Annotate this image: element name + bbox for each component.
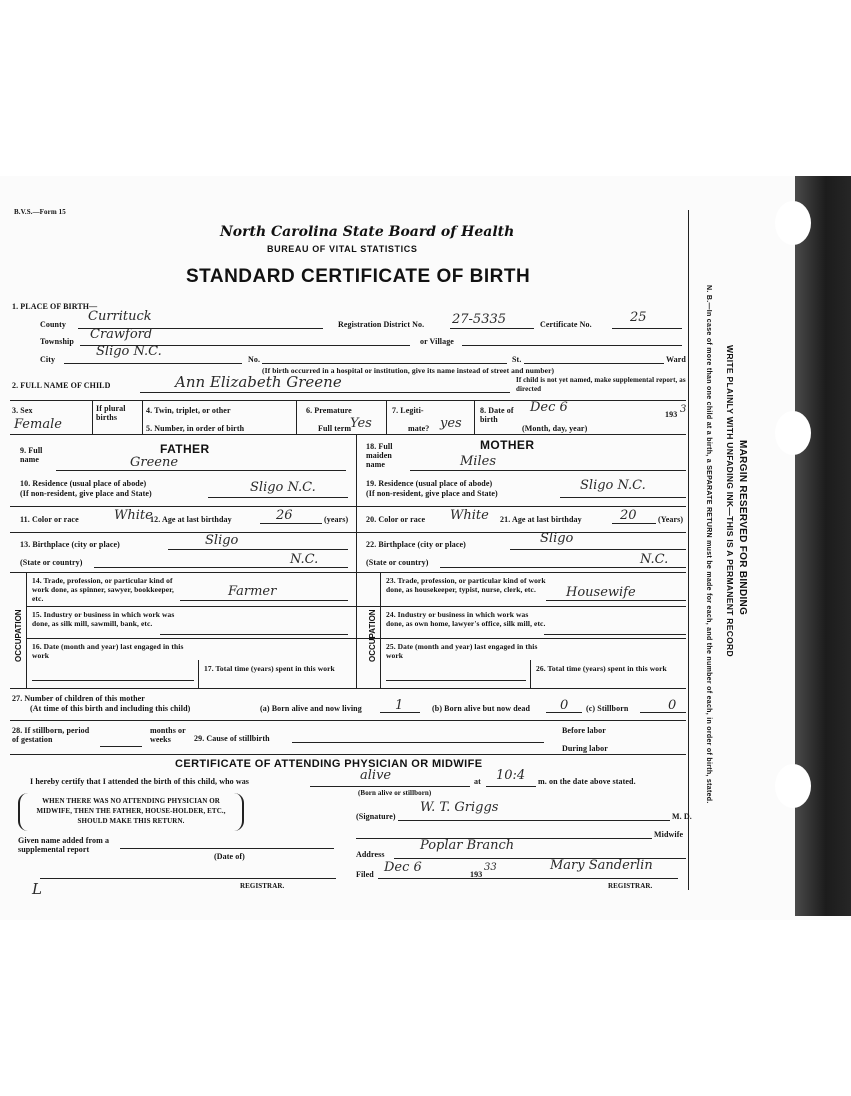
stillborn-value: 0 <box>668 698 677 713</box>
mother-name-label: 18. Full maiden name <box>366 442 393 469</box>
physician-signature: W. T. Griggs <box>420 800 499 815</box>
month-day-year-label: (Month, day, year) <box>522 424 588 433</box>
address-label: Address <box>356 850 385 859</box>
father-name-label: 9. Full name <box>20 446 43 464</box>
address-value: Poplar Branch <box>420 838 515 853</box>
during-labor-label: During labor <box>562 744 608 753</box>
place-of-birth-label: 1. PLACE OF BIRTH— <box>12 302 98 311</box>
dob-year-value: 3 <box>680 404 687 415</box>
punch-hole <box>775 764 811 808</box>
mother-state-label: (State or country) <box>366 558 429 567</box>
at-label: at <box>474 777 481 786</box>
mother-birthplace-label: 22. Birthplace (city or place) <box>366 540 466 549</box>
num-children-label: 27. Number of children of this mother <box>12 694 145 703</box>
filed-year-prefix: 193 <box>470 870 483 879</box>
child-name-value: Ann Elizabeth Greene <box>175 373 342 391</box>
father-heading: FATHER <box>160 442 210 456</box>
hospital-note: (If birth occurred in a hospital or institution, give its name instead of street and number) <box>262 366 555 375</box>
board-name: North Carolina State Board of Health <box>220 224 515 240</box>
signature-label: (Signature) <box>356 812 396 821</box>
not-named-note: If child is not yet named, make supplemental report, as directed <box>516 376 686 393</box>
father-age-value: 26 <box>276 508 293 523</box>
legitimate-value: yes <box>440 416 462 431</box>
township-label: Township <box>40 337 74 346</box>
father-birthplace-value: Sligo <box>205 533 239 548</box>
filed-year-value: 33 <box>484 862 497 873</box>
mother-residence-note: (If non-resident, give place and State) <box>366 489 498 498</box>
father-residence-note: (If non-resident, give place and State) <box>20 489 152 498</box>
number-order-label: 5. Number, in order of birth <box>146 424 245 433</box>
city-label: City <box>40 355 56 364</box>
form-id: B.V.S.—Form 15 <box>14 208 66 216</box>
given-name-label: Given name added from a supplemental report <box>18 836 110 854</box>
father-occupation-label: OCCUPATION <box>14 609 23 662</box>
midwife-label: Midwife <box>654 830 684 839</box>
father-residence-label: 10. Residence (usual place of abode) <box>20 479 147 488</box>
registrar-signature: Mary Sanderlin <box>550 858 653 873</box>
father-industry-label: 15. Industry or business in which work was done, as silk mill, sawmill, bank, etc. <box>32 610 175 628</box>
ward-label: Ward <box>666 355 686 364</box>
date-of-label: (Date of) <box>214 852 245 861</box>
father-age-label: 12. Age at last birthday <box>150 515 232 524</box>
premature-label: 6. Premature <box>306 406 352 415</box>
filed-label: Filed <box>356 870 374 879</box>
reg-district-value: 27-5335 <box>452 312 507 327</box>
mother-age-label: 21. Age at last birthday <box>500 515 582 524</box>
no-physician-note: WHEN THERE WAS NO ATTENDING PHYSICIAN OR MIDWIFE, THEN THE FATHER, HOUSE-HOLDER, ETC., SHOULD MAKE THIS RETURN. <box>36 797 226 825</box>
margin-note: MARGIN RESERVED FOR BINDING <box>737 440 748 616</box>
father-name-value: Greene <box>130 455 179 470</box>
born-dead-value: 0 <box>560 698 569 713</box>
father-trade-label: 14. Trade, profession, or particular kind of work done, as spinner, sawyer, bookkeeper, etc. <box>32 576 174 603</box>
or-village-label: or Village <box>420 337 454 346</box>
mother-name-value: Miles <box>460 454 496 469</box>
stillborn-label: (c) Stillborn <box>586 704 629 713</box>
born-dead-label: (b) Born alive but now dead <box>432 704 531 713</box>
legitimate-label: 7. Legiti- <box>392 406 424 415</box>
year-prefix: 193 <box>665 410 678 419</box>
if-plural-label: If plural births <box>96 404 126 422</box>
margin-sub: WRITE PLAINLY WITH UNFADING INK—THIS IS A PERMANENT RECORD <box>725 345 735 657</box>
if-stillborn-label: 28. If stillborn, period of gestation <box>12 726 90 744</box>
no-label: No. <box>248 355 261 364</box>
born-alive-or-label: (Born alive or stillborn) <box>358 789 432 797</box>
corner-mark: L <box>32 880 42 898</box>
alive-status-value: alive <box>360 768 392 783</box>
full-term-label: Full term <box>318 424 352 433</box>
father-residence-value: Sligo N.C. <box>250 480 316 495</box>
county-value: Currituck <box>88 309 152 324</box>
certify-text: I hereby certify that I attended the birth of this child, who was <box>30 777 250 786</box>
dob-value: Dec 6 <box>530 400 568 415</box>
mother-heading: MOTHER <box>480 438 535 452</box>
father-color-value: White <box>114 508 153 523</box>
date-of-birth-label: 8. Date of birth <box>480 406 514 424</box>
township-value: Crawford <box>90 327 153 342</box>
mother-industry-label: 24. Industry or business in which work was done, as own home, lawyer's office, silk mill, etc. <box>386 610 546 628</box>
years-label: (years) <box>324 515 349 524</box>
mother-residence-value: Sligo N.C. <box>580 478 646 493</box>
mother-date-label: 25. Date (month and year) last engaged in this work <box>386 642 538 660</box>
mother-total-label: 26. Total time (years) spent in this work <box>536 664 667 673</box>
punch-hole <box>775 411 811 455</box>
mother-trade-value: Housewife <box>566 585 636 600</box>
county-label: County <box>40 320 66 329</box>
father-trade-value: Farmer <box>228 584 277 599</box>
before-labor-label: Before labor <box>562 726 606 735</box>
cert-heading: CERTIFICATE OF ATTENDING PHYSICIAN OR MIDWIFE <box>175 758 483 770</box>
registrar-label-right: REGISTRAR. <box>608 882 653 890</box>
mother-color-label: 20. Color or race <box>366 515 426 524</box>
registrar-label-left: REGISTRAR. <box>240 882 285 890</box>
full-term-value: Yes <box>350 416 372 431</box>
sex-label: 3. Sex <box>12 406 33 415</box>
mother-residence-label: 19. Residence (usual place of abode) <box>366 479 493 488</box>
st-label: St. <box>512 355 522 364</box>
md-label: M. D. <box>672 812 692 821</box>
certificate-no-value: 25 <box>630 310 647 325</box>
months-weeks-label: months or weeks <box>150 726 186 744</box>
filed-value: Dec 6 <box>384 860 422 875</box>
father-total-label: 17. Total time (years) spent in this work <box>204 664 335 673</box>
mother-trade-label: 23. Trade, profession, or particular kind of work done, as housekeeper, typist, nurse, clerk, etc. <box>386 576 546 594</box>
certificate-no-label: Certificate No. <box>540 320 592 329</box>
sex-value: Female <box>14 417 62 432</box>
certificate-title: STANDARD CERTIFICATE OF BIRTH <box>186 266 531 287</box>
punch-hole <box>775 201 811 245</box>
father-state-label: (State or country) <box>20 558 83 567</box>
mother-birthplace-value: Sligo <box>540 531 574 546</box>
years-m-label: (Years) <box>658 515 684 524</box>
father-date-label: 16. Date (month and year) last engaged in this work <box>32 642 184 660</box>
time-value: 10:4 <box>496 768 526 783</box>
father-color-label: 11. Color or race <box>20 515 79 524</box>
father-birthplace-label: 13. Birthplace (city or place) <box>20 540 120 549</box>
num-children-note: (At time of this birth and including this child) <box>30 704 191 713</box>
born-alive-label: (a) Born alive and now living <box>260 704 362 713</box>
reg-district-label: Registration District No. <box>338 320 425 329</box>
mother-occupation-label: OCCUPATION <box>368 609 377 662</box>
bureau-name: BUREAU OF VITAL STATISTICS <box>267 244 418 254</box>
twin-label: 4. Twin, triplet, or other <box>146 406 231 415</box>
mate-label: mate? <box>408 424 430 433</box>
father-birth-state-value: N.C. <box>290 552 319 567</box>
full-name-child-label: 2. FULL NAME OF CHILD <box>12 381 111 390</box>
binding-edge <box>795 176 851 916</box>
margin-rule <box>688 210 689 890</box>
city-value: Sligo N.C. <box>96 344 162 359</box>
cause-stillbirth-label: 29. Cause of stillbirth <box>194 734 270 743</box>
mother-age-value: 20 <box>620 508 637 523</box>
born-alive-value: 1 <box>395 698 404 713</box>
mother-birth-state-value: N.C. <box>640 552 669 567</box>
margin-sub2: N. B.—In case of more than one child at a birth, a SEPARATE RETURN must be made for each, and the number of each, in order of birth, stated. <box>705 285 712 804</box>
m-date-label: m. on the date above stated. <box>538 777 636 786</box>
mother-color-value: White <box>450 508 489 523</box>
